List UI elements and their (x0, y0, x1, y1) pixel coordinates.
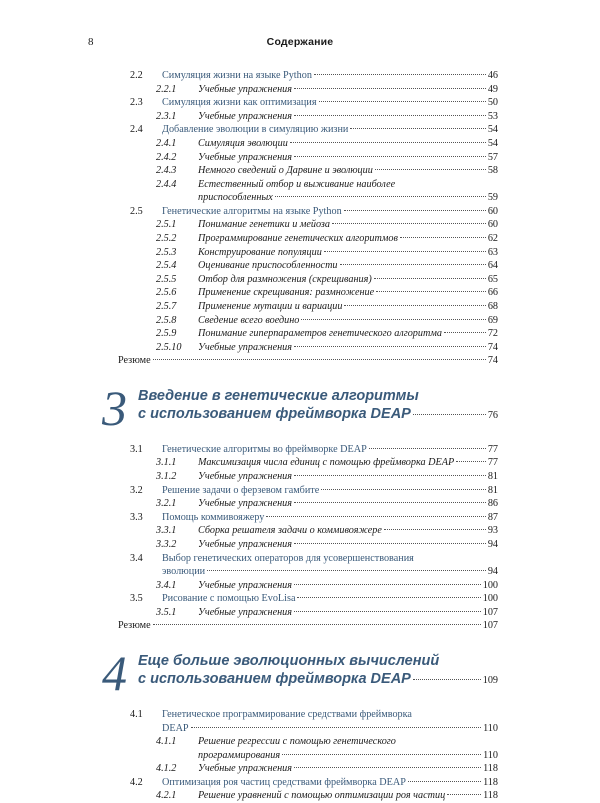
dot-leader (376, 291, 486, 292)
entry-title: Учебные упражнения (198, 539, 292, 551)
dot-leader (340, 264, 486, 265)
page-ref: 50 (487, 97, 498, 109)
entry-title-row (162, 511, 498, 525)
toc-subsection-entry[interactable] (102, 232, 498, 246)
page-ref: 94 (487, 539, 498, 551)
entry-title: Применение скрещивания: размножение (198, 287, 375, 299)
dot-leader (444, 332, 486, 333)
dot-leader (413, 414, 486, 415)
dot-leader (319, 101, 486, 102)
chapter-title-line1: Введение в генетические алгоритмы (138, 387, 419, 404)
page-ref: 74 (487, 355, 498, 367)
entry-title-row (198, 137, 498, 151)
entry-number: 2.5.9 (156, 328, 177, 340)
entry-title: Программирование генетических алгоритмов (198, 232, 398, 244)
dot-leader (294, 346, 486, 347)
entry-number: 3.1 (130, 443, 143, 455)
entry-title: Учебные упражнения (198, 606, 292, 618)
entry-title-row (198, 246, 498, 260)
entry-title-row (162, 96, 498, 110)
page-ref: 46 (487, 70, 498, 81)
chapter-4-heading[interactable] (102, 645, 498, 704)
page-ref: 57 (487, 151, 498, 163)
entry-title: Симуляция эволюции (198, 137, 288, 149)
toc-subsection-entry[interactable] (102, 300, 498, 314)
entry-title-row (198, 314, 498, 328)
dot-leader (275, 196, 486, 197)
entry-title-row (198, 164, 498, 178)
page-ref: 81 (487, 484, 498, 496)
dot-leader (332, 223, 486, 224)
dot-leader (153, 359, 486, 360)
page-ref: 49 (487, 83, 498, 95)
entry-number: 3.4 (130, 552, 143, 564)
entry-title: Генетические алгоритмы во фреймворке DEAP (162, 443, 367, 455)
dot-leader (301, 319, 485, 320)
entry-title: Учебные упражнения (198, 151, 292, 163)
page-number: 8 (88, 36, 94, 48)
entry-title-row (162, 443, 498, 457)
toc-subsection-entry[interactable] (102, 273, 498, 287)
dot-leader (344, 305, 485, 306)
toc-section-entry[interactable] (102, 708, 498, 735)
toc-section-entry[interactable] (102, 96, 498, 110)
dot-leader (266, 516, 485, 517)
entry-title: Учебные упражнения (198, 763, 292, 774)
page-ref: 64 (487, 260, 498, 272)
page-ref: 81 (487, 471, 498, 483)
page-ref: 107 (482, 606, 498, 618)
page-ref: 94 (487, 566, 498, 578)
toc-subsection-entry[interactable] (102, 524, 498, 538)
entry-number: 2.5.6 (156, 287, 177, 299)
entry-title-row (198, 83, 498, 97)
entry-number: 2.5.8 (156, 314, 177, 326)
toc-subsection-entry[interactable] (102, 218, 498, 232)
page-ref: 62 (487, 232, 498, 244)
page-ref: 59 (487, 192, 498, 204)
entry-title-row (198, 286, 498, 300)
entry-number: 3.1.1 (156, 457, 177, 469)
toc-summary-entry[interactable] (102, 354, 498, 368)
toc-subsection-entry[interactable] (102, 137, 498, 151)
dot-leader (294, 475, 486, 476)
entry-title-row (198, 273, 498, 287)
entry-title: Учебные упражнения (198, 471, 292, 483)
entry-title-row (162, 69, 498, 83)
page-ref: 69 (487, 314, 498, 326)
toc-section-entry[interactable] (102, 511, 498, 525)
toc-subsection-entry[interactable] (102, 538, 498, 552)
entry-title: Учебные упражнения (198, 498, 292, 510)
entry-number: 2.5 (130, 205, 143, 217)
toc-section-entry[interactable] (102, 123, 498, 137)
toc-section-entry[interactable] (102, 776, 498, 790)
entry-title-row (198, 341, 498, 355)
entry-title-row (162, 205, 498, 219)
entry-title: Учебные упражнения (198, 110, 292, 122)
page-header (88, 36, 512, 52)
entry-number: 4.1 (130, 709, 143, 720)
entry-title-row (118, 619, 498, 633)
page-ref: 86 (487, 498, 498, 510)
entry-title-row (162, 565, 498, 579)
dot-leader (456, 461, 486, 462)
toc-subsection-entry[interactable] (102, 762, 498, 776)
entry-title: Решение задачи о ферзевом гамбите (162, 484, 320, 496)
dot-leader (375, 169, 486, 170)
entry-number: 4.2 (130, 776, 143, 788)
entry-number: 4.1.2 (156, 763, 177, 774)
entry-title: Максимизация числа единиц с помощью фреймворка DEAP (198, 457, 455, 469)
entry-title: Учебные упражнения (198, 83, 292, 95)
entry-title: Сборка решателя задачи о коммивояжере (198, 525, 382, 537)
dot-leader (294, 156, 486, 157)
toc-block-chapter4 (102, 708, 498, 803)
dot-leader (191, 727, 481, 728)
page-ref: 77 (487, 443, 498, 455)
page-ref: 87 (487, 511, 498, 523)
toc-subsection-entry[interactable] (102, 606, 498, 620)
dot-leader (314, 74, 486, 75)
chapter-3-heading[interactable] (102, 379, 498, 439)
entry-number: 2.2.1 (156, 83, 177, 95)
page-ref: 72 (487, 328, 498, 340)
entry-number: 3.1.2 (156, 471, 177, 483)
entry-title-row (162, 776, 498, 790)
entry-title-row (198, 232, 498, 246)
toc-subsection-entry[interactable] (102, 246, 498, 260)
dot-leader (324, 251, 486, 252)
dot-leader (400, 237, 486, 238)
page-ref: 100 (482, 593, 498, 605)
entry-title-line1: Выбор генетических операторов для усовершенствования (162, 552, 414, 564)
dot-leader (374, 278, 486, 279)
page-ref: 65 (487, 273, 498, 285)
entry-title-row (198, 218, 498, 232)
entry-title-row (198, 191, 498, 205)
toc-section-entry[interactable] (102, 69, 498, 83)
entry-title: эволюции (162, 566, 206, 578)
toc-subsection-entry[interactable] (102, 470, 498, 484)
entry-number: 3.2.1 (156, 498, 177, 510)
dot-leader (153, 624, 481, 625)
header-title: Содержание (266, 36, 334, 48)
entry-title-row (198, 749, 498, 763)
toc-subsection-entry[interactable] (102, 497, 498, 511)
entry-title: Конструирование популяции (198, 246, 322, 258)
entry-title: Отбор для размножения (скрещивания) (198, 273, 372, 285)
entry-title: DEAP (162, 722, 189, 734)
dot-leader (294, 88, 486, 89)
entry-number: 4.1.1 (156, 736, 177, 747)
page-ref: 54 (487, 137, 498, 149)
entry-number: 2.5.10 (156, 341, 182, 353)
page-ref: 58 (487, 165, 498, 177)
page-ref: 109 (482, 675, 498, 686)
entry-title-row (198, 497, 498, 511)
page-ref: 68 (487, 300, 498, 312)
page-ref: 76 (487, 409, 498, 421)
toc-subsection-entry[interactable] (102, 83, 498, 97)
dot-leader (384, 529, 486, 530)
toc-subsection-entry[interactable] (102, 178, 498, 205)
entry-number: 2.4.2 (156, 151, 177, 163)
page-ref: 118 (483, 763, 498, 774)
toc-subsection-entry[interactable] (102, 456, 498, 470)
toc-block-chapter3 (102, 443, 498, 633)
dot-leader (282, 754, 481, 755)
entry-title: Применение мутации и вариации (198, 300, 343, 312)
entry-title: Понимание генетики и мейоза (198, 219, 330, 231)
entry-number: 2.4.3 (156, 165, 177, 177)
toc-subsection-entry[interactable] (102, 286, 498, 300)
entry-number: 2.2 (130, 70, 143, 81)
page-ref: 60 (487, 205, 498, 217)
entry-number: 2.5.4 (156, 260, 177, 272)
dot-leader (294, 611, 481, 612)
toc-section-entry[interactable] (102, 484, 498, 498)
entry-title-row (198, 789, 498, 803)
toc-subsection-entry[interactable] (102, 341, 498, 355)
entry-title: Добавление эволюции в симуляцию жизни (162, 124, 349, 136)
entry-title: Симуляция жизни на языке Python (162, 70, 312, 81)
entry-title-line1: Решение регрессии с помощью генетического (198, 736, 396, 747)
entry-title: Учебные упражнения (198, 579, 292, 591)
entry-title: Сведение всего воедино (198, 314, 300, 326)
page-ref: 74 (487, 341, 498, 353)
toc-subsection-entry[interactable] (102, 735, 498, 762)
entry-title-row (198, 456, 498, 470)
dot-leader (447, 794, 481, 795)
page-ref: 93 (487, 525, 498, 537)
entry-title-row (198, 151, 498, 165)
chapter-title-line1: Еще больше эволюционных вычислений (138, 653, 440, 669)
entry-title-row (162, 484, 498, 498)
dot-leader (413, 679, 481, 680)
entry-title: программирования (198, 749, 281, 761)
entry-number: 2.4.1 (156, 137, 177, 149)
toc-subsection-entry[interactable] (102, 164, 498, 178)
entry-title: Учебные упражнения (198, 341, 292, 353)
entry-number: 2.3.1 (156, 110, 177, 122)
entry-number: 2.4 (130, 124, 143, 136)
toc-subsection-entry[interactable] (102, 151, 498, 165)
toc-section-entry[interactable] (102, 443, 498, 457)
entry-number: 3.3.1 (156, 525, 177, 537)
page-ref: 118 (483, 790, 498, 802)
toc-subsection-entry[interactable] (102, 110, 498, 124)
entry-title: Понимание гиперпараметров генетического алгоритма (198, 328, 442, 340)
entry-number: 3.3.2 (156, 539, 177, 551)
chapter-title-line2: с использованием фреймворка DEAP (138, 405, 411, 422)
entry-number: 3.4.1 (156, 579, 177, 591)
toc-subsection-entry[interactable] (102, 314, 498, 328)
toc-section-entry[interactable] (102, 205, 498, 219)
dot-leader (297, 597, 480, 598)
page-ref: 66 (487, 287, 498, 299)
entry-title-row (118, 354, 498, 368)
page-ref: 110 (483, 722, 498, 734)
entry-title-row (162, 722, 498, 736)
page-ref: 60 (487, 219, 498, 231)
entry-number: 4.2.1 (156, 790, 177, 802)
dot-leader (294, 584, 481, 585)
entry-number: 3.2 (130, 484, 143, 496)
dot-leader (207, 570, 486, 571)
entry-number: 2.5.5 (156, 273, 177, 285)
toc-section-entry[interactable] (102, 552, 498, 579)
page-ref: 110 (483, 749, 498, 761)
entry-title: Симуляция жизни как оптимизация (162, 97, 317, 109)
entry-title-line1: Естественный отбор и выживание наиболее (198, 178, 396, 190)
entry-title: Оценивание приспособленности (198, 260, 338, 272)
entry-title: Оптимизация роя частиц средствами фреймворка DEAP (162, 776, 406, 788)
toc-subsection-entry[interactable] (102, 259, 498, 273)
dot-leader (408, 781, 481, 782)
entry-number: 2.5.3 (156, 246, 177, 258)
dot-leader (290, 142, 486, 143)
entry-number: 2.4.4 (156, 178, 177, 190)
entry-title-row (162, 123, 498, 137)
entry-title: Генетические алгоритмы на языке Python (162, 205, 342, 217)
entry-title-row (198, 327, 498, 341)
entry-title-row (198, 606, 498, 620)
entry-title-row (198, 579, 498, 593)
entry-title-line1: Генетическое программирование средствами фреймворка (162, 709, 412, 720)
toc-subsection-entry[interactable] (102, 579, 498, 593)
dot-leader (294, 115, 486, 116)
entry-number: 3.5 (130, 593, 143, 605)
dot-leader (369, 448, 486, 449)
entry-title: Решение уравнений с помощью оптимизации роя частиц (198, 790, 446, 802)
page-ref: 53 (487, 110, 498, 122)
entry-title-row (198, 762, 498, 776)
entry-title: приспособленных (198, 192, 273, 204)
entry-number: 3.3 (130, 511, 143, 523)
toc-block-chapter2 (102, 69, 498, 368)
chapter-title-line2: с использованием фреймворка DEAP (138, 671, 411, 687)
toc-summary-entry[interactable] (102, 619, 498, 633)
page-ref: 77 (487, 457, 498, 469)
dot-leader (294, 767, 481, 768)
dot-leader (294, 502, 486, 503)
entry-title-row (198, 259, 498, 273)
toc-subsection-entry[interactable] (102, 327, 498, 341)
dot-leader (294, 543, 486, 544)
toc-section-entry[interactable] (102, 592, 498, 606)
entry-title: Рисование с помощью EvoLisa (162, 593, 296, 605)
entry-title: Помощь коммивояжеру (162, 511, 265, 523)
entry-number: 2.5.1 (156, 219, 177, 231)
entry-title: Резюме (118, 355, 151, 367)
page-ref: 54 (487, 124, 498, 136)
dot-leader (321, 489, 486, 490)
entry-title-row (198, 470, 498, 484)
page-ref: 107 (482, 620, 498, 632)
entry-title: Резюме (118, 620, 151, 632)
dot-leader (344, 210, 486, 211)
page-ref: 63 (487, 246, 498, 258)
toc-subsection-entry[interactable] (102, 789, 498, 803)
entry-number: 3.5.1 (156, 606, 177, 618)
entry-title-row (198, 110, 498, 124)
chapter-number: 4 (102, 645, 127, 701)
entry-number: 2.5.2 (156, 232, 177, 244)
entry-title-row (162, 592, 498, 606)
chapter-number: 3 (102, 379, 127, 436)
entry-title: Немного сведений о Дарвине и эволюции (198, 165, 373, 177)
page-ref: 100 (482, 579, 498, 591)
entry-title-row (198, 538, 498, 552)
page-ref: 118 (483, 776, 498, 788)
entry-number: 2.5.7 (156, 300, 177, 312)
table-of-contents (102, 69, 498, 803)
entry-title-row (198, 300, 498, 314)
entry-title-row (198, 524, 498, 538)
dot-leader (350, 128, 485, 129)
entry-number: 2.3 (130, 97, 143, 109)
